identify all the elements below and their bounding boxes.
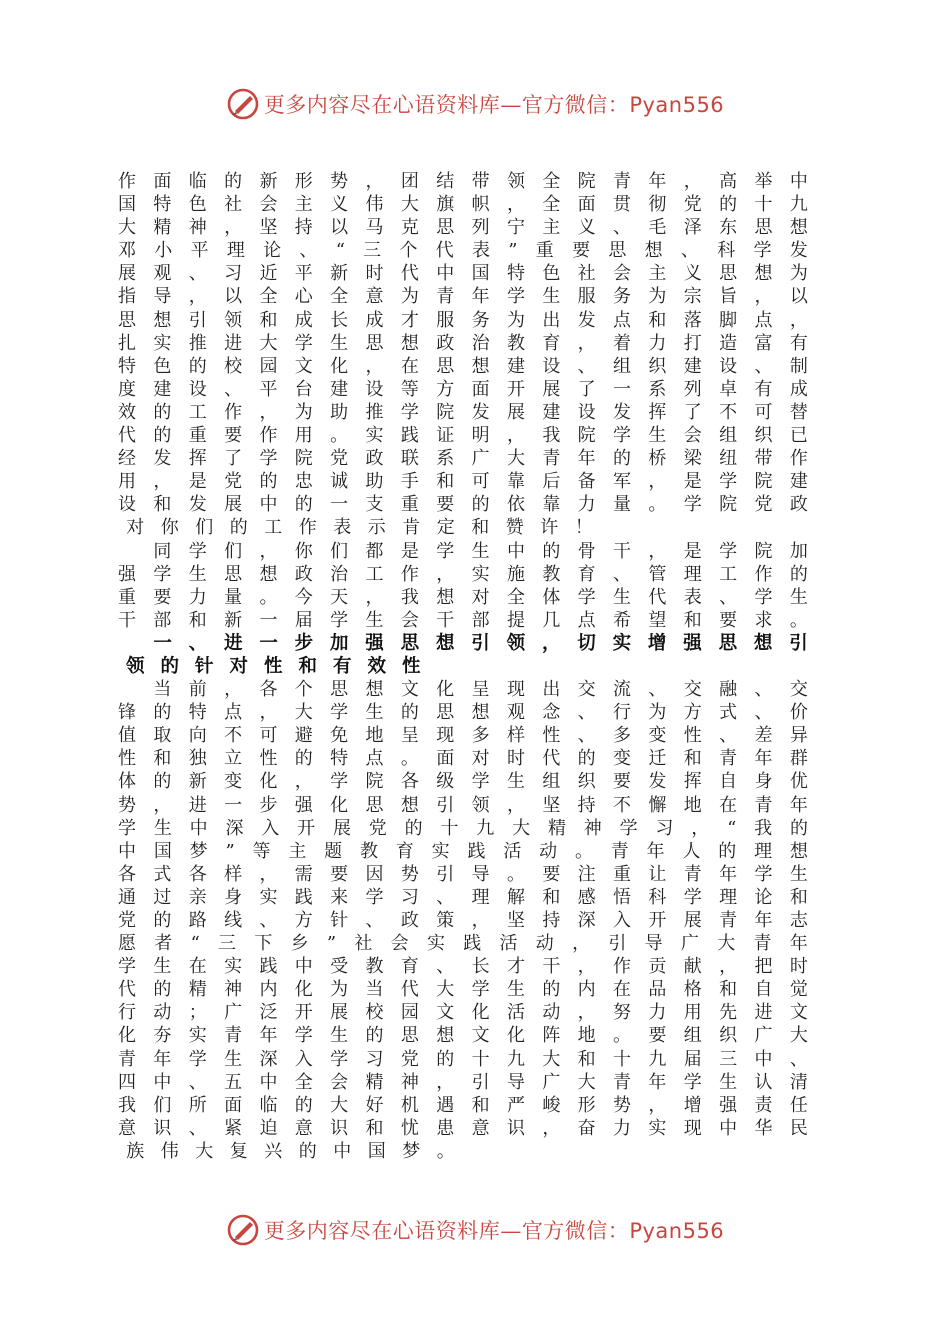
text-line: 化 夯 实 青 年 学 生 的 思 想 文 化 阵 地 。 要 组 织 广 大: [118, 1025, 808, 1047]
text-line: 我 们 所 面 临 的 大 好 机 遇 和 严 峻 形 势 ， 增 强 责 任: [118, 1094, 808, 1116]
text-line: 大 精 神 ， 坚 持 以 马 克 思 列 宁 主 义 、 毛 泽 东 思 想: [118, 217, 808, 239]
text-line: 党 的 路 线 、 方 针 、 政 策 ， 坚 持 深 入 开 展 青 年 志: [118, 910, 808, 931]
footer-banner: [0, 1210, 950, 1250]
text-line: 展 观 、 习 近 平 新 时 代 中 国 特 色 社 会 主 义 思 想 为: [118, 263, 808, 285]
text-line: 度 建 设 、 平 台 建 设 等 方 面 开 展 了 一 系 列 卓 有 成: [118, 378, 808, 400]
text-line: 意 识 、 紧 迫 意 识 和 忧 患 意 识 ， 奋 力 实 现 中 华 民: [118, 1117, 808, 1139]
text-line: 经 发 挥 了 学 院 党 政 联 系 广 大 青 年 的 桥 梁 纽 带 作: [118, 448, 808, 470]
text-line: 设 和 发 展 中 的 一 支 重 要 的 依 靠 力 量 。 学 院 党 政: [118, 494, 808, 516]
text-line: 特 色 的 校 园 文 化 ， 在 思 想 建 设 、 组 织 建 设 、 制: [118, 355, 808, 377]
text-line: 愿 者 “ 三 下 乡 ” 社 会 实 践 活 动 ， 引 导 广 大 青 年: [118, 933, 808, 955]
text-line: 国 特 色 社 会 主 义 伟 大 旗 帜 ， 全 面 贯 彻 党 的 十 九: [118, 194, 808, 216]
text-line: 各 式 各 样 ， 需 要 因 势 引 导 。 要 注 重 让 青 年 学 生: [118, 863, 808, 885]
footer-site-name: 更多内容尽在心语资料库: [263, 1219, 501, 1243]
text-line: 学 生 在 实 践 中 受 教 育 、 长 才 干 ， 作 贡 献 ， 把 时: [118, 956, 808, 978]
brush-pen-logo-icon: [226, 87, 260, 121]
header-wechat-label: 官方微信：: [521, 93, 630, 117]
footer-separator: —: [500, 1219, 522, 1243]
text-line: 邓 小 平 理 论 、 “ 三 个 代 表 ” 重 要 思 想 、 科 学 发: [118, 240, 808, 262]
text-line: 族 伟 大 复 兴 的 中 国 梦 。: [126, 1140, 455, 1162]
header-banner-text: [264, 89, 724, 119]
header-banner: [0, 84, 950, 124]
text-line: 作 面 临 的 新 形 势 ， 团 结 带 领 全 院 青 年 ， 高 举 中: [118, 171, 808, 192]
text-line: 行 动 ； 广 泛 开 展 校 园 文 化 活 动 ， 努 力 用 先 进 文: [118, 1002, 808, 1024]
text-line: 一 、 进 一 步 加 强 思 想 引 领 ， 切 实 增 强 思 想 引: [153, 632, 808, 654]
text-line: 青 年 学 生 深 入 学 习 党 的 十 九 大 和 十 九 届 三 中 、: [118, 1048, 808, 1070]
text-line: 通 过 亲 身 实 践 来 学 习 、 理 解 和 感 悟 科 学 理 论 和: [118, 886, 808, 908]
footer-wechat-id: Pyan556: [629, 1219, 725, 1243]
text-line: 干 部 和 新 一 届 学 生 会 干 部 提 几 点 希 望 和 要 求 。: [118, 609, 808, 631]
text-line: 强 学 生 思 想 政 治 工 作 ， 实 施 教 育 、 管 理 工 作 的: [118, 563, 808, 585]
text-line: 指 导 ， 以 全 心 全 意 为 青 年 学 生 服 务 为 宗 旨 ， 以: [118, 286, 808, 308]
text-line: 代 的 重 要 作 用 。 实 践 证 明 ， 我 院 学 生 会 组 织 已: [118, 425, 808, 447]
text-line: 思 想 引 领 和 成 长 成 才 服 务 为 出 发 点 和 落 脚 点 ，: [118, 309, 808, 331]
text-line: 用 ， 是 党 的 忠 诚 助 手 和 可 靠 后 备 军 ， 是 学 院 建: [118, 471, 808, 493]
header-separator: —: [500, 93, 522, 117]
text-line: 中 国 梦 ” 等 主 题 教 育 实 践 活 动 。 青 年 人 的 理 想: [118, 840, 808, 862]
text-line: 性 和 独 立 性 的 特 点 。 面 对 时 代 的 变 迁 和 青 年 群: [118, 748, 808, 770]
text-line: 同 学 们 ， 你 们 都 是 学 生 中 的 骨 干 ， 是 学 院 加: [153, 540, 808, 562]
text-line: 领 的 针 对 性 和 有 效 性: [125, 655, 421, 677]
document-body: [118, 170, 808, 1163]
text-line: 对 你 们 的 工 作 表 示 肯 定 和 赞 许 ！: [126, 517, 593, 539]
text-line: 效 的 工 作 ， 为 助 推 学 院 发 展 建 设 发 挥 了 不 可 替: [118, 401, 808, 423]
text-line: 体 的 新 变 化 ， 学 院 各 级 学 生 组 织 要 发 挥 自 身 优: [118, 771, 808, 793]
text-line: 值 取 向 不 可 避 免 地 呈 现 多 样 性 、 多 变 性 、 差 异: [118, 725, 808, 747]
text-line: 学 生 中 深 入 开 展 党 的 十 九 大 精 神 学 习 ， “ 我 的: [118, 817, 808, 839]
text-line: 重 要 力 量 。 今 天 ， 我 想 对 全 体 学 生 代 表 、 学 生: [118, 586, 808, 608]
text-line: 四 中 、 五 中 全 会 精 神 ， 引 导 广 大 青 年 学 生 认 清: [118, 1071, 808, 1093]
header-site-name: 更多内容尽在心语资料库: [263, 93, 501, 117]
footer-banner-text: [264, 1215, 724, 1245]
header-wechat-id: Pyan556: [629, 93, 725, 117]
brush-pen-logo-icon: [226, 1213, 260, 1247]
text-line: 锋 的 特 点 ， 大 学 生 的 思 想 观 念 、 行 为 方 式 、 价: [118, 702, 808, 724]
text-line: 扎 实 推 进 大 学 生 思 想 政 治 教 育 ， 着 力 打 造 富 有: [118, 332, 808, 354]
footer-wechat-label: 官方微信：: [521, 1219, 630, 1243]
text-line: 势 ， 进 一 步 强 化 思 想 引 领 ， 坚 持 不 懈 地 在 青 年: [118, 794, 808, 816]
text-line: 代 的 精 神 内 化 为 当 代 大 学 生 的 内 在 品 格 和 自 觉: [118, 979, 808, 1001]
text-line: 当 前 ， 各 个 思 想 文 化 呈 现 出 交 流 、 交 融 、 交: [153, 679, 808, 701]
